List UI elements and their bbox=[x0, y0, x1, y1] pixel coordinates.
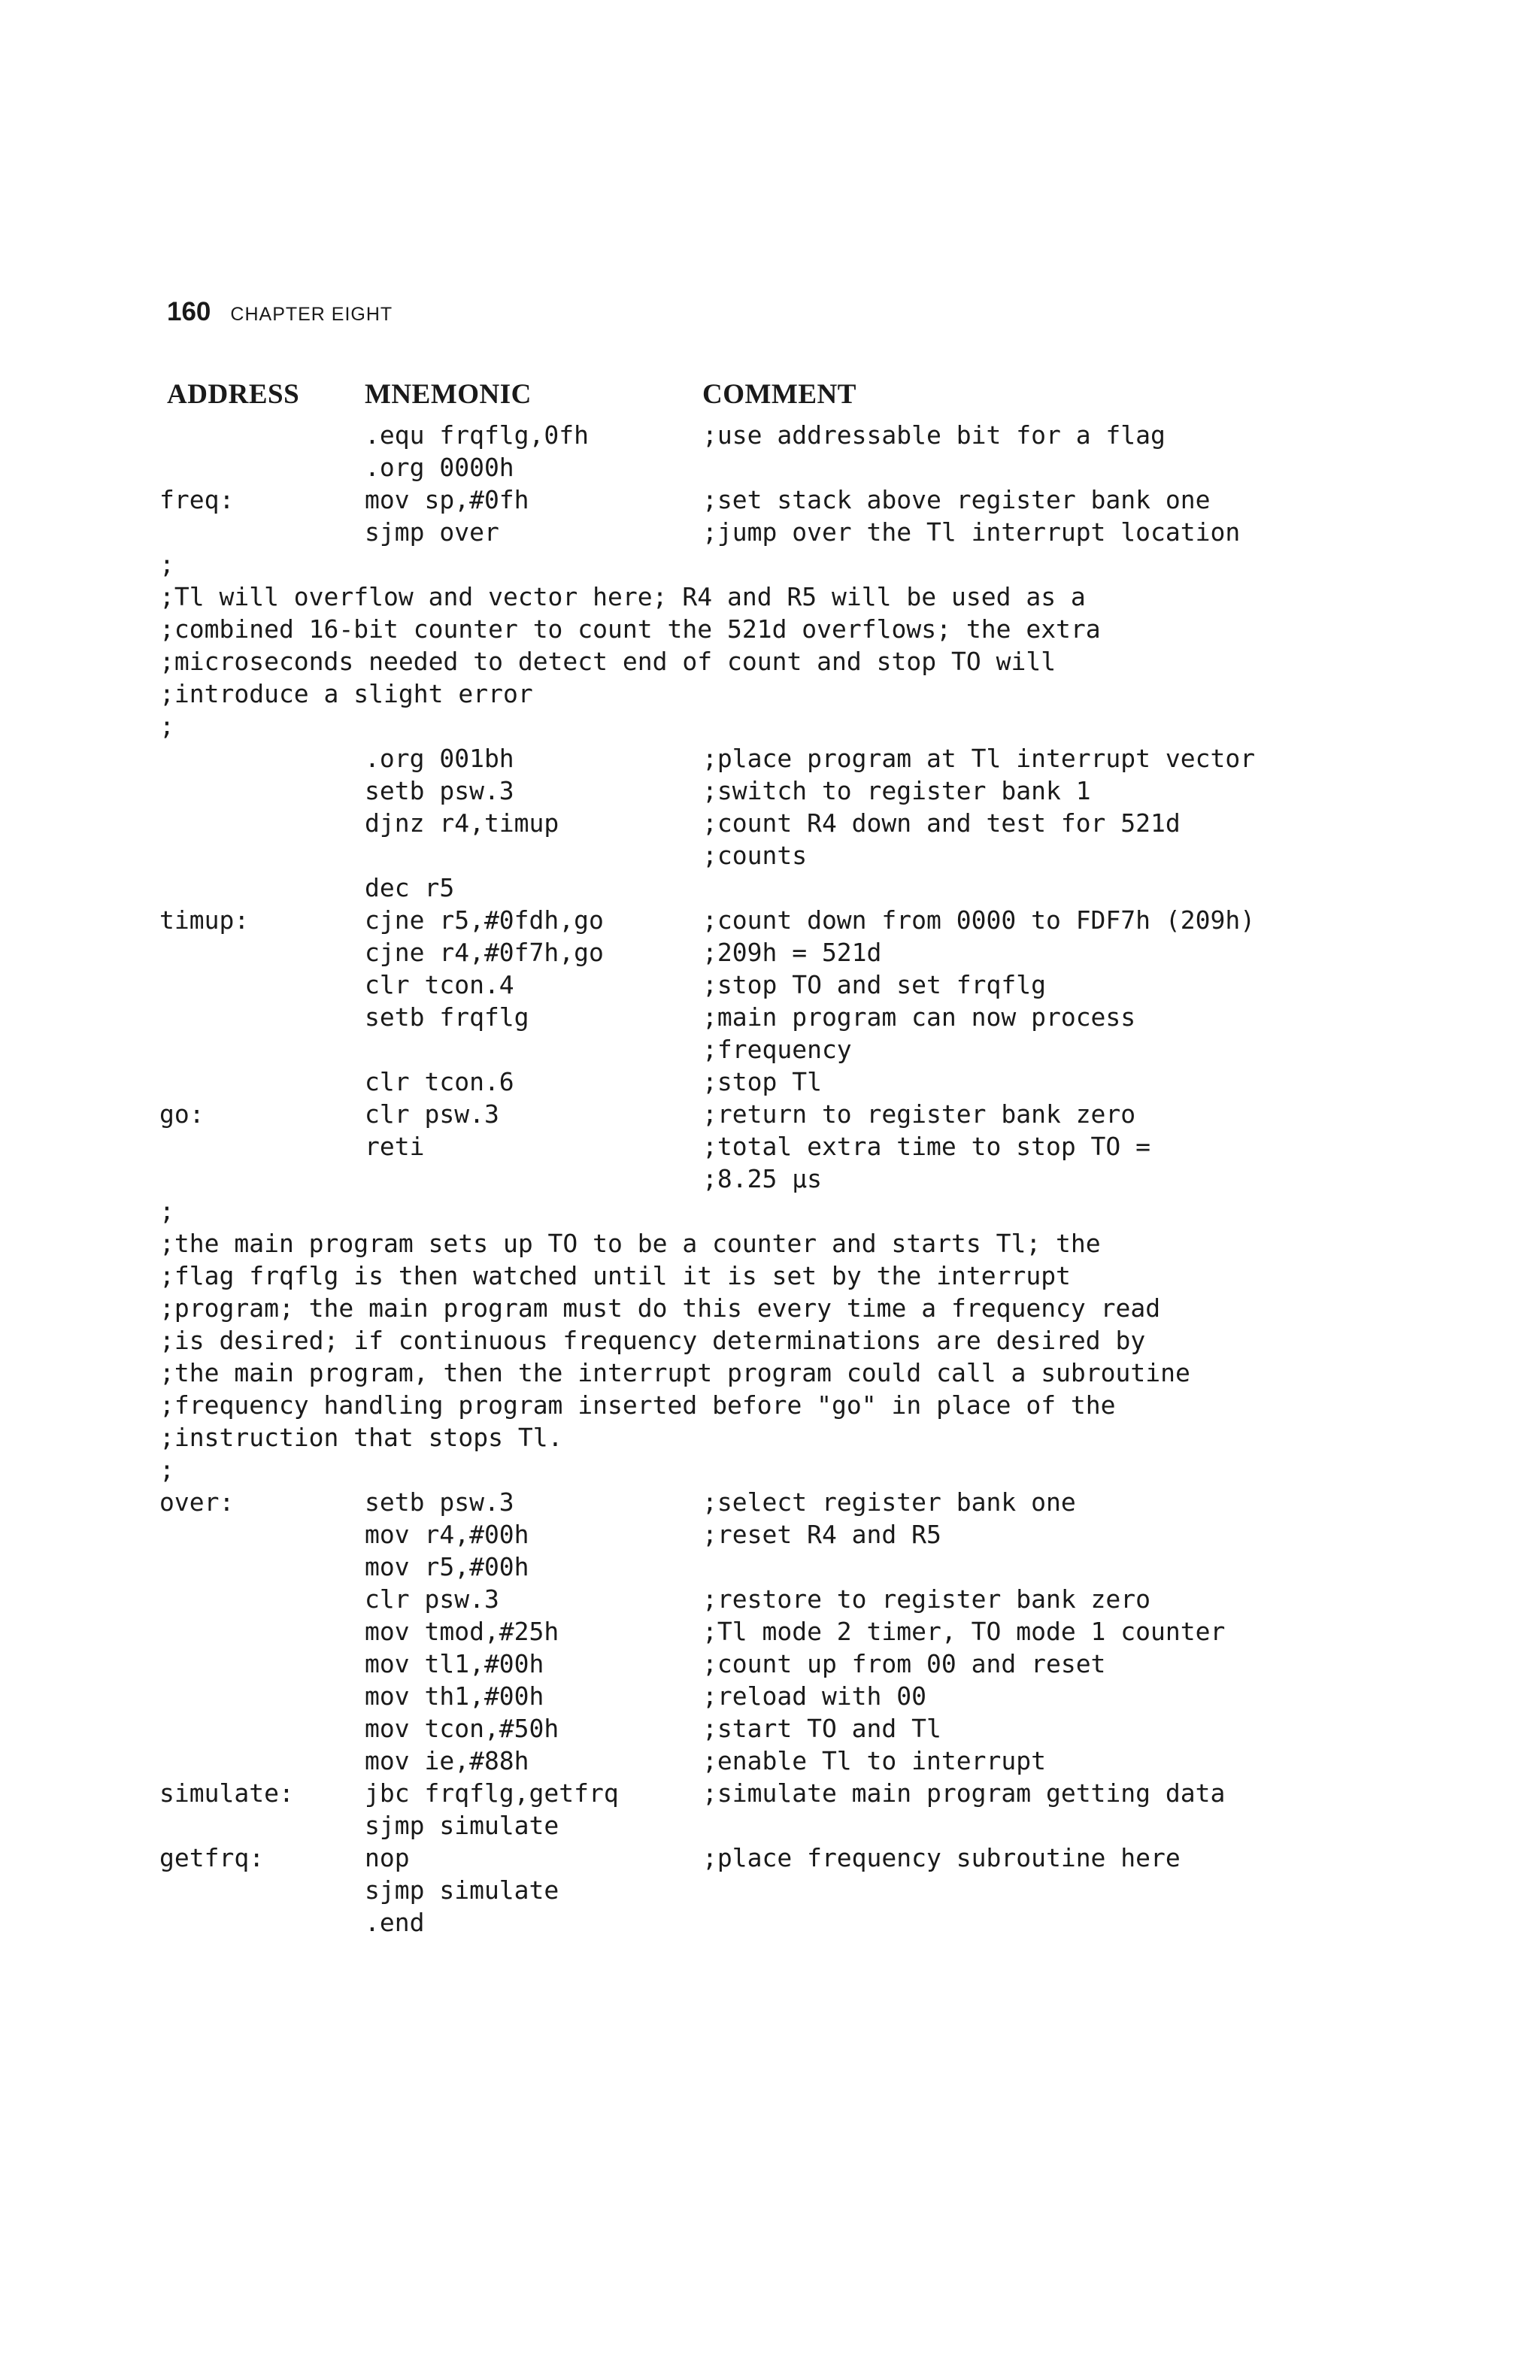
code-line bbox=[0, 484, 1540, 516]
comment-text: ;select register bank one bbox=[702, 1487, 1076, 1517]
code-line bbox=[0, 839, 1540, 872]
code-line bbox=[0, 1357, 1540, 1389]
mnemonic-text: .equ frqflg,0fh bbox=[365, 420, 590, 450]
code-line bbox=[0, 1292, 1540, 1324]
mnemonic-text: mov tcon,#50h bbox=[365, 1714, 559, 1743]
code-line bbox=[0, 645, 1540, 678]
mnemonic-text: mov r5,#00h bbox=[365, 1552, 529, 1581]
mnemonic-text: mov tmod,#25h bbox=[365, 1617, 559, 1646]
comment-text: ;frequency handling program inserted before "go" in place of the bbox=[159, 1390, 1116, 1420]
code-line bbox=[0, 1421, 1540, 1454]
address-label: over: bbox=[159, 1487, 235, 1517]
mnemonic-text: clr tcon.6 bbox=[365, 1067, 514, 1096]
code-line bbox=[0, 1195, 1540, 1227]
mnemonic-text: dec r5 bbox=[365, 873, 455, 902]
comment-text: ;flag frqflg is then watched until it is set by the interrupt bbox=[159, 1261, 1071, 1290]
code-line bbox=[0, 1615, 1540, 1648]
mnemonic-text: sjmp simulate bbox=[365, 1811, 559, 1840]
comment-text: ;counts bbox=[702, 841, 808, 870]
address-label: freq: bbox=[159, 485, 235, 514]
code-line bbox=[0, 451, 1540, 484]
code-line bbox=[0, 742, 1540, 775]
code-line bbox=[0, 1712, 1540, 1745]
comment-text: ; bbox=[159, 1196, 174, 1226]
code-line bbox=[0, 1389, 1540, 1421]
comment-text: ;count R4 down and test for 521d bbox=[702, 808, 1181, 838]
comment-text: ;set stack above register bank one bbox=[702, 485, 1211, 514]
comment-text: ;use addressable bit for a flag bbox=[702, 420, 1166, 450]
code-line bbox=[0, 1001, 1540, 1033]
code-line bbox=[0, 1906, 1540, 1939]
code-line bbox=[0, 548, 1540, 581]
code-line bbox=[0, 1745, 1540, 1777]
mnemonic-text: clr psw.3 bbox=[365, 1584, 499, 1614]
comment-text: ;stop Tl bbox=[702, 1067, 822, 1096]
comment-text: ; bbox=[159, 711, 174, 741]
comment-text: ;count up from 00 and reset bbox=[702, 1649, 1106, 1678]
code-line bbox=[0, 1033, 1540, 1066]
mnemonic-text: jbc frqflg,getfrq bbox=[365, 1778, 619, 1808]
column-header-comment: COMMENT bbox=[702, 379, 856, 410]
comment-text: ;is desired; if continuous frequency determinations are desired by bbox=[159, 1326, 1146, 1355]
address-label: timup: bbox=[159, 905, 250, 935]
code-line bbox=[0, 613, 1540, 645]
column-header-mnemonic: MNEMONIC bbox=[365, 379, 532, 410]
comment-text: ;combined 16-bit counter to count the 521d overflows; the extra bbox=[159, 614, 1101, 644]
comment-text: ;return to register bank zero bbox=[702, 1099, 1136, 1129]
mnemonic-text: mov tl1,#00h bbox=[365, 1649, 544, 1678]
code-line bbox=[0, 1809, 1540, 1842]
code-line bbox=[0, 1066, 1540, 1098]
comment-text: ;place frequency subroutine here bbox=[702, 1843, 1181, 1872]
mnemonic-text: djnz r4,timup bbox=[365, 808, 559, 838]
code-line bbox=[0, 581, 1540, 613]
mnemonic-text: .org 001bh bbox=[365, 744, 514, 773]
code-line bbox=[0, 936, 1540, 969]
mnemonic-text: clr tcon.4 bbox=[365, 970, 514, 999]
comment-text: ;reset R4 and R5 bbox=[702, 1520, 941, 1549]
comment-text: ;frequency bbox=[702, 1035, 852, 1064]
mnemonic-text: mov sp,#0fh bbox=[365, 485, 529, 514]
comment-text: ;switch to register bank 1 bbox=[702, 776, 1091, 805]
code-line bbox=[0, 904, 1540, 936]
code-line bbox=[0, 1777, 1540, 1809]
code-listing bbox=[0, 419, 1540, 1939]
comment-text: ; bbox=[159, 1455, 174, 1484]
comment-text: ;count down from 0000 to FDF7h (209h) bbox=[702, 905, 1256, 935]
code-line bbox=[0, 969, 1540, 1001]
comment-text: ;start TO and Tl bbox=[702, 1714, 941, 1743]
mnemonic-text: setb frqflg bbox=[365, 1002, 529, 1032]
comment-text: ;stop TO and set frqflg bbox=[702, 970, 1046, 999]
comment-text: ;main program can now process bbox=[702, 1002, 1136, 1032]
mnemonic-text: sjmp over bbox=[365, 517, 499, 547]
comment-text: ;instruction that stops Tl. bbox=[159, 1423, 563, 1452]
code-line bbox=[0, 1163, 1540, 1195]
code-line bbox=[0, 1874, 1540, 1906]
mnemonic-text: nop bbox=[365, 1843, 410, 1872]
code-line bbox=[0, 516, 1540, 548]
mnemonic-text: .end bbox=[365, 1908, 425, 1937]
comment-text: ;the main program, then the interrupt program could call a subroutine bbox=[159, 1358, 1190, 1387]
code-line bbox=[0, 1324, 1540, 1357]
code-line bbox=[0, 1842, 1540, 1874]
code-line bbox=[0, 775, 1540, 807]
comment-text: ;restore to register bank zero bbox=[702, 1584, 1151, 1614]
mnemonic-text: clr psw.3 bbox=[365, 1099, 499, 1129]
mnemonic-text: cjne r4,#0f7h,go bbox=[365, 938, 604, 967]
mnemonic-text: sjmp simulate bbox=[365, 1875, 559, 1905]
comment-text: ; bbox=[159, 550, 174, 579]
comment-text: ;introduce a slight error bbox=[159, 679, 533, 708]
comment-text: ;reload with 00 bbox=[702, 1681, 927, 1711]
comment-text: ;jump over the Tl interrupt location bbox=[702, 517, 1241, 547]
comment-text: ;Tl will overflow and vector here; R4 and R5 will be used as a bbox=[159, 582, 1086, 611]
code-line bbox=[0, 1454, 1540, 1486]
code-line bbox=[0, 1130, 1540, 1163]
code-line bbox=[0, 1260, 1540, 1292]
code-line bbox=[0, 1227, 1540, 1260]
code-line bbox=[0, 710, 1540, 742]
mnemonic-text: cjne r5,#0fdh,go bbox=[365, 905, 604, 935]
mnemonic-text: setb psw.3 bbox=[365, 776, 514, 805]
address-label: simulate: bbox=[159, 1778, 294, 1808]
comment-text: ;209h = 521d bbox=[702, 938, 882, 967]
comment-text: ;enable Tl to interrupt bbox=[702, 1746, 1046, 1775]
comment-text: ;microseconds needed to detect end of count and stop TO will bbox=[159, 647, 1056, 676]
comment-text: ;the main program sets up TO to be a counter and starts Tl; the bbox=[159, 1229, 1101, 1258]
page-number: 160 bbox=[167, 297, 211, 326]
code-line bbox=[0, 1098, 1540, 1130]
code-line bbox=[0, 419, 1540, 451]
mnemonic-text: mov r4,#00h bbox=[365, 1520, 529, 1549]
mnemonic-text: setb psw.3 bbox=[365, 1487, 514, 1517]
comment-text: ;place program at Tl interrupt vector bbox=[702, 744, 1256, 773]
code-line bbox=[0, 1680, 1540, 1712]
code-line bbox=[0, 1551, 1540, 1583]
comment-text: ;8.25 µs bbox=[702, 1164, 822, 1193]
comment-text: ;total extra time to stop TO = bbox=[702, 1132, 1151, 1161]
mnemonic-text: mov th1,#00h bbox=[365, 1681, 544, 1711]
code-line bbox=[0, 1518, 1540, 1551]
code-line bbox=[0, 807, 1540, 839]
chapter-title: CHAPTER EIGHT bbox=[230, 304, 393, 325]
comment-text: ;simulate main program getting data bbox=[702, 1778, 1226, 1808]
page-header bbox=[167, 297, 393, 335]
code-line bbox=[0, 872, 1540, 904]
code-line bbox=[0, 1648, 1540, 1680]
comment-text: ;Tl mode 2 timer, TO mode 1 counter bbox=[702, 1617, 1226, 1646]
code-line bbox=[0, 1583, 1540, 1615]
mnemonic-text: mov ie,#88h bbox=[365, 1746, 529, 1775]
code-line bbox=[0, 1486, 1540, 1518]
mnemonic-text: .org 0000h bbox=[365, 453, 514, 482]
comment-text: ;program; the main program must do this every time a frequency read bbox=[159, 1293, 1161, 1323]
column-header-address: ADDRESS bbox=[167, 379, 300, 410]
address-label: go: bbox=[159, 1099, 205, 1129]
address-label: getfrq: bbox=[159, 1843, 265, 1872]
code-line bbox=[0, 678, 1540, 710]
mnemonic-text: reti bbox=[365, 1132, 425, 1161]
